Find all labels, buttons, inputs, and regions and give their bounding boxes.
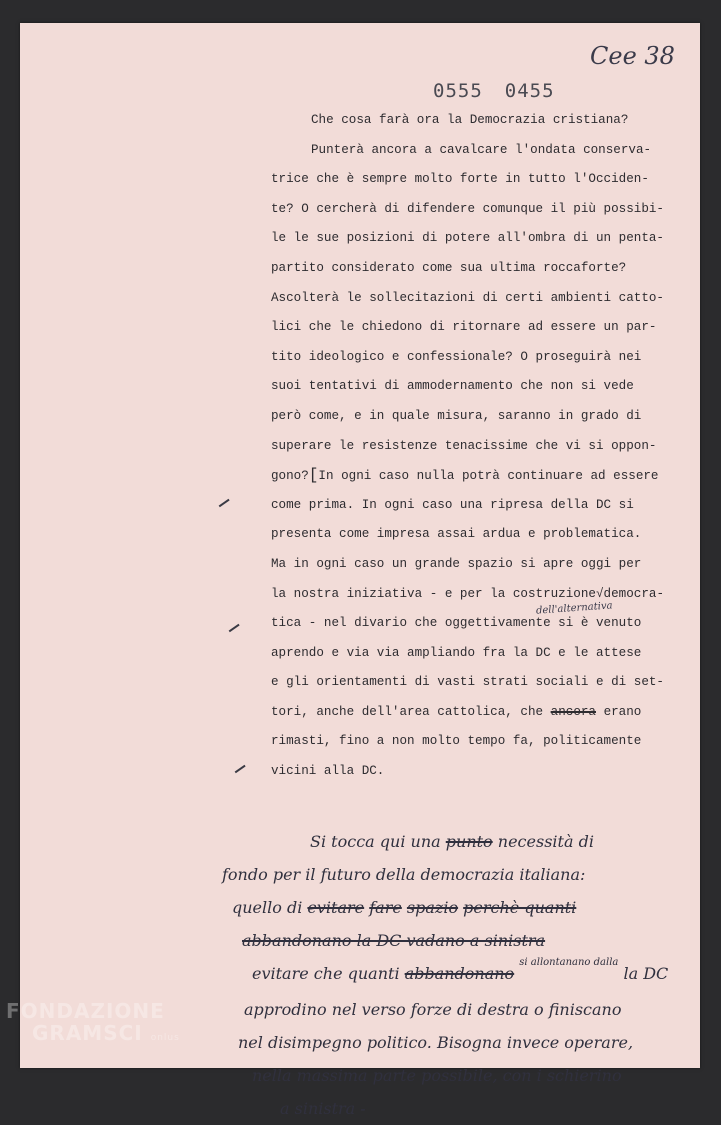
text-line: Ascolterà le sollecitazioni di certi ambienti catto- <box>271 290 664 305</box>
handwritten-segment: Si tocca qui una <box>310 832 441 851</box>
text-line: e gli orientamenti di vasti strati sociali e di set- <box>271 675 664 690</box>
struck-word: spazio <box>406 898 459 917</box>
text-segment: democra- <box>603 586 665 601</box>
text-line: tica - nel divario che oggettivamente si è venuto <box>271 616 642 631</box>
text-line: suoi tentativi di ammodernamento che non si vede <box>271 379 634 394</box>
archive-number-2: 0455 <box>504 80 555 102</box>
handwritten-segment: evitare che quanti <box>252 964 400 983</box>
handwritten-line <box>232 825 692 858</box>
text-segment: la nostra iniziativa - e per la costruzione <box>271 586 596 601</box>
text-segment: erano <box>603 704 642 719</box>
text-line: superare le resistenze tenacissime che vi si oppon- <box>271 438 657 453</box>
text-line: Ma in ogni caso un grande spazio si apre oggi per <box>271 556 642 571</box>
handwritten-segment: quello di <box>232 898 303 917</box>
text-segment: tori, anche dell'area cattolica, che <box>271 704 544 719</box>
fondazione-gramsci-watermark <box>6 1000 180 1049</box>
text-line: però come, e in quale misura, saranno in grado di <box>271 408 642 423</box>
paragraph-bracket-mark: [ <box>308 466 319 485</box>
page-number-handwritten: Cee 38 <box>590 42 675 70</box>
archive-number-1: 0555 <box>433 80 483 102</box>
text-line: presenta come impresa assai ardua e problematica. <box>271 527 642 542</box>
handwritten-line <box>232 891 692 924</box>
handwritten-segment: la DC <box>623 964 669 983</box>
handwritten-line <box>252 957 692 993</box>
struck-word: perchè quanti <box>463 898 577 917</box>
text-segment: gono? <box>271 469 309 484</box>
text-line: rimasti, fino a non molto tempo fa, politicamente <box>271 734 642 749</box>
insert-caret: √ <box>595 586 604 601</box>
text-line: partito considerato come sua ultima roccaforte? <box>271 260 627 275</box>
watermark-line <box>6 1022 180 1049</box>
struck-word: fare <box>369 898 402 917</box>
text-line: tito ideologico e confessionale? O proseguirà nei <box>271 349 642 364</box>
text-line: le le sue posizioni di potere all'ombra di un penta- <box>271 231 664 246</box>
text-line: come prima. In ogni caso una ripresa della DC si <box>271 497 634 512</box>
handwritten-line: nel disimpegno politico. Bisogna invece operare, <box>238 1033 634 1052</box>
text-line: Che cosa farà ora la Democrazia cristiana? <box>311 113 629 127</box>
handwritten-segment: necessità di <box>497 832 594 851</box>
handwritten-line: a sinistra - <box>280 1099 366 1118</box>
text-line: vicini alla DC. <box>271 764 385 779</box>
watermark-word: onlus <box>150 1033 180 1043</box>
handwritten-line: fondo per il futuro della democrazia italiana: <box>222 865 586 884</box>
struck-word: abbandonano <box>404 964 515 983</box>
archive-number <box>433 80 555 102</box>
text-line: Punterà ancora a cavalcare l'ondata conserva- <box>311 142 652 157</box>
text-line: trice che è sempre molto forte in tutto l'Occiden- <box>271 172 649 187</box>
handwritten-line: approdino nel verso forze di destra o finiscano <box>244 1000 622 1019</box>
watermark-line: FONDAZIONE <box>6 999 165 1023</box>
handwritten-insertion: si allontanano dalla <box>519 957 619 968</box>
typed-text-block <box>271 106 701 787</box>
struck-word: ancora <box>550 704 596 719</box>
handwritten-line: abbandonano la DC vadano a sinistra <box>242 931 546 950</box>
text-line: te? O cercherà di difendere comunque il più possibi- <box>271 201 664 216</box>
text-segment: In ogni caso nulla potrà continuare ad essere <box>318 469 659 484</box>
text-line <box>271 461 701 491</box>
struck-word: evitare <box>307 898 365 917</box>
text-line: lici che le chiedono di ritornare ad essere un par- <box>271 320 657 335</box>
handwritten-notes <box>222 825 692 1125</box>
struck-word: punto <box>445 832 493 851</box>
text-line: aprendo e via via ampliando fra la DC e le attese <box>271 645 642 660</box>
handwritten-insertion: dell'alternativa <box>535 600 613 617</box>
handwritten-line: nella massima parte possibile, con i schierino <box>252 1066 622 1085</box>
text-line <box>271 580 701 610</box>
text-line <box>271 698 701 728</box>
watermark-word: GRAMSCI <box>32 1021 143 1045</box>
